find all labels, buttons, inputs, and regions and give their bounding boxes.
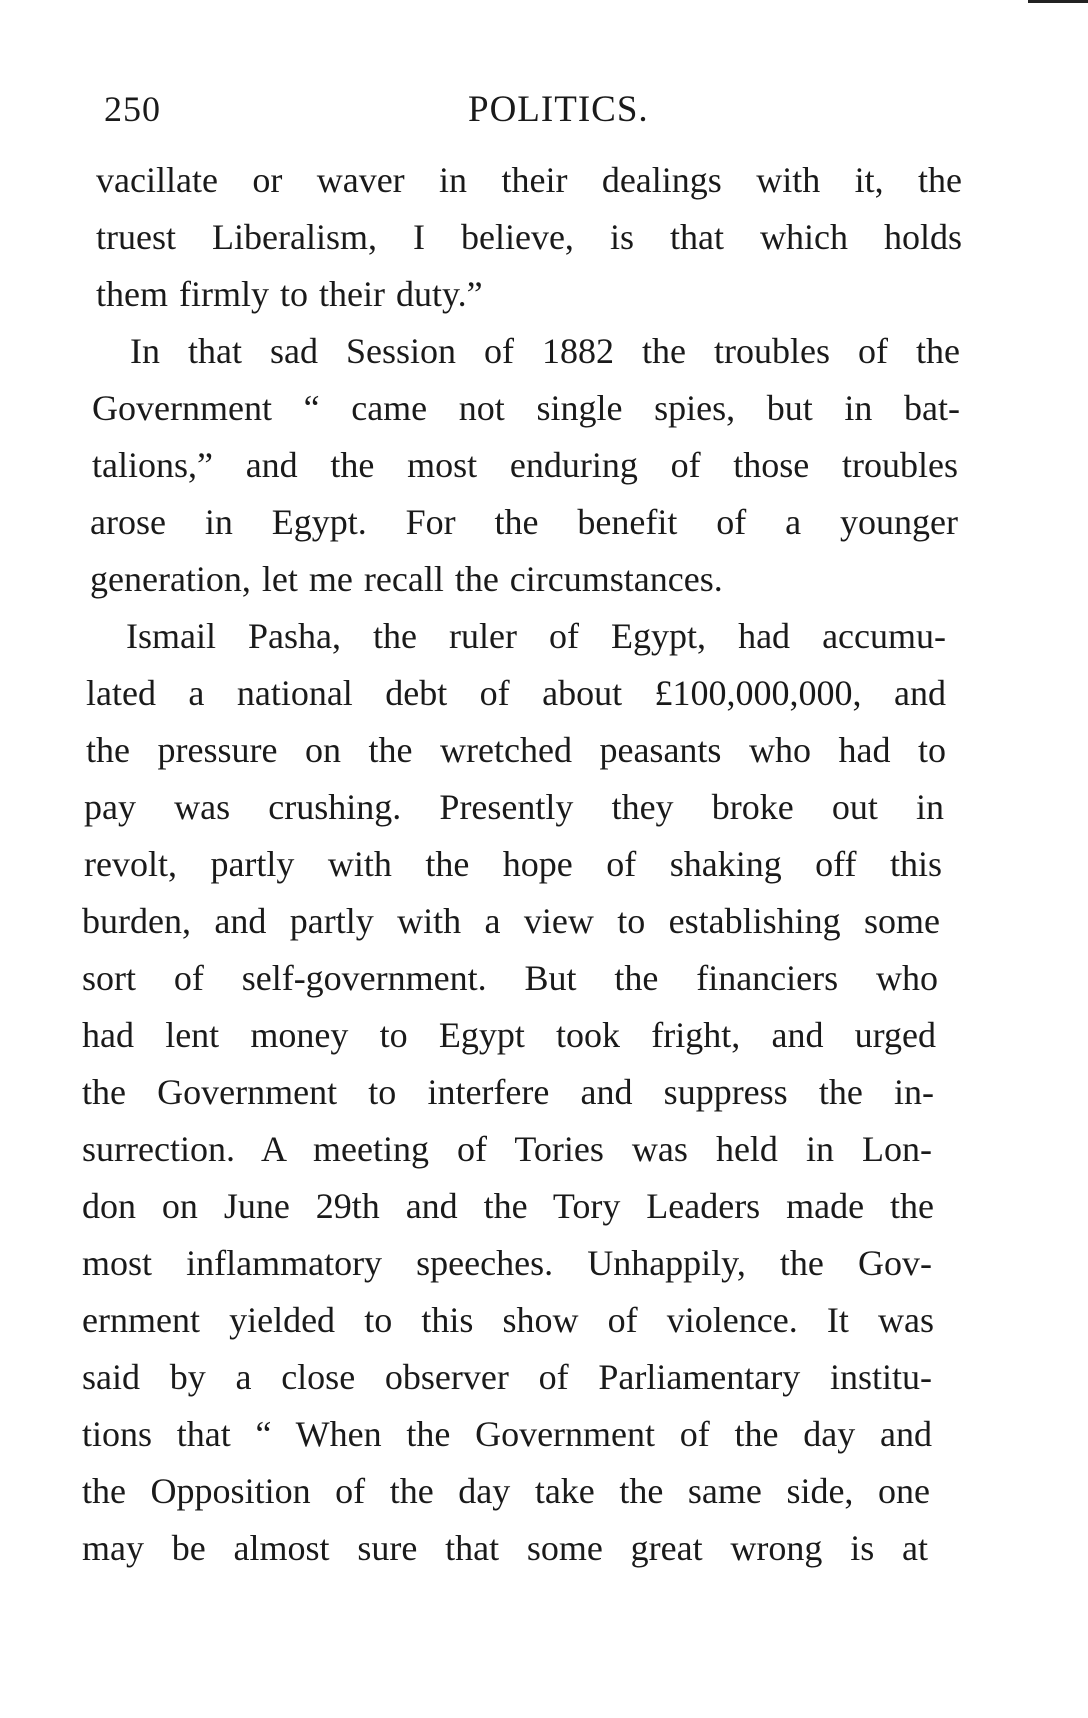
page-header	[104, 88, 984, 138]
text-line: surrection. A meeting of Tories was held in Lon-	[82, 1129, 932, 1169]
text-line: truest Liberalism, I believe, is that which holds	[96, 217, 962, 257]
text-line: sort of self-government. But the financiers who	[82, 958, 938, 998]
text-line: revolt, partly with the hope of shaking off this	[84, 844, 942, 884]
text-line: don on June 29th and the Tory Leaders made the	[82, 1186, 934, 1226]
text-line: them firmly to their duty.”	[96, 274, 483, 314]
text-line: talions,” and the most enduring of those troubles	[92, 445, 958, 485]
paragraph-first-line: In that sad Session of 1882 the troubles of the	[130, 331, 960, 371]
text-line: the Opposition of the day take the same side, one	[82, 1471, 930, 1511]
text-line: ernment yielded to this show of violence. It was	[82, 1300, 934, 1340]
paragraph-first-line: Ismail Pasha, the ruler of Egypt, had accumu-	[126, 616, 946, 656]
text-line: lated a national debt of about £100,000,000, and	[86, 673, 946, 713]
text-line: may be almost sure that some great wrong is at	[82, 1528, 928, 1568]
page-number: 250	[104, 89, 161, 129]
body-text	[82, 152, 1022, 1682]
text-line: burden, and partly with a view to establishing some	[82, 901, 940, 941]
text-line: the pressure on the wretched peasants who had to	[86, 730, 946, 770]
text-line: Government “ came not single spies, but in bat-	[92, 388, 960, 428]
text-line: vacillate or waver in their dealings with it, the	[96, 160, 962, 200]
running-head: POLITICS.	[468, 89, 649, 130]
text-line: the Government to interfere and suppress the in-	[82, 1072, 934, 1112]
text-line: pay was crushing. Presently they broke out in	[84, 787, 944, 827]
text-line: tions that “ When the Government of the day and	[82, 1414, 932, 1454]
text-line: said by a close observer of Parliamentary institu-	[82, 1357, 932, 1397]
text-line: arose in Egypt. For the benefit of a younger	[90, 502, 958, 542]
text-line: had lent money to Egypt took fright, and urged	[82, 1015, 936, 1055]
text-line: most inflammatory speeches. Unhappily, the Gov-	[82, 1243, 932, 1283]
text-line: generation, let me recall the circumstances.	[90, 559, 723, 599]
scan-edge-mark	[1028, 0, 1088, 3]
